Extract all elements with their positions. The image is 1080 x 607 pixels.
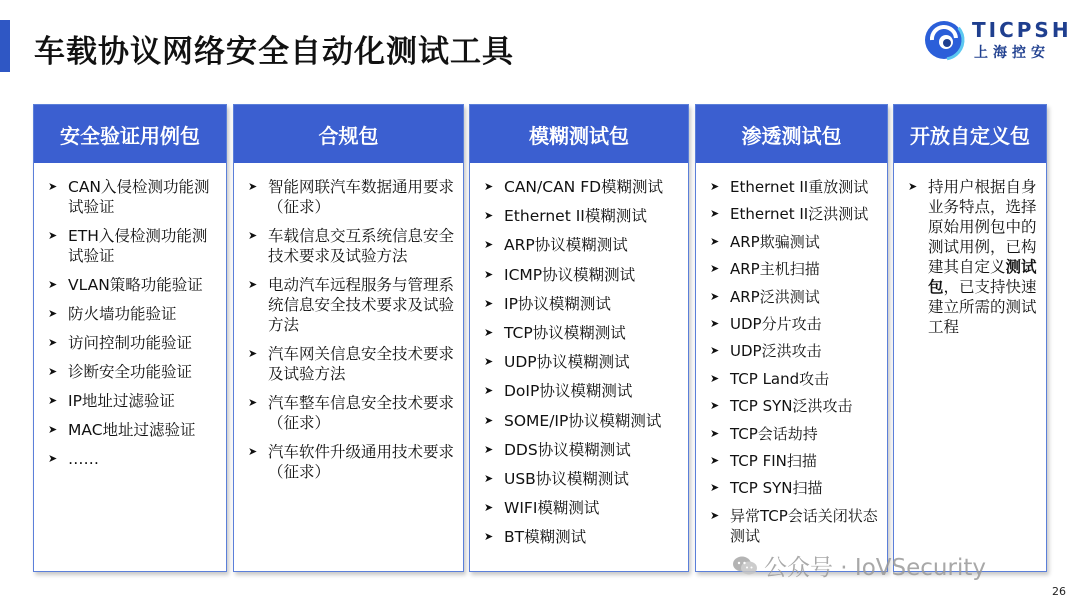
column-header: 合规包	[234, 105, 463, 163]
column-header: 模糊测试包	[470, 105, 688, 163]
custom-text-before: 持用户根据自身业务特点，选择原始用例包中的测试用例，已构建其自定义	[928, 178, 1037, 276]
column-penetration	[695, 104, 888, 572]
item-list	[34, 163, 226, 469]
list-item: ➤ TCP SYN泛洪攻击	[708, 396, 879, 416]
list-item: ➤ UDP分片攻击	[708, 314, 879, 334]
list-item: ➤ CAN/CAN FD模糊测试	[482, 177, 680, 197]
list-item: ➤ TCP会话劫持	[708, 424, 879, 444]
list-item: ➤ SOME/IP协议模糊测试	[482, 411, 680, 431]
wechat-icon	[732, 555, 758, 577]
list-item: ➤ 车载信息交互系统信息安全技术要求及试验方法	[246, 226, 455, 266]
list-item: ➤ VLAN策略功能验证	[46, 275, 218, 295]
list-item: ➤ ……	[46, 449, 218, 469]
list-item: ➤ 智能网联汽车数据通用要求（征求）	[246, 177, 455, 217]
item-list	[470, 163, 688, 547]
list-item: ➤ 汽车网关信息安全技术要求及试验方法	[246, 344, 455, 384]
list-item: ➤ DoIP协议模糊测试	[482, 381, 680, 401]
column-header: 开放自定义包	[894, 105, 1046, 163]
list-item: ➤ ARP泛洪测试	[708, 287, 879, 307]
list-item: ➤ WIFI模糊测试	[482, 498, 680, 518]
list-item: ➤ IP地址过滤验证	[46, 391, 218, 411]
item-list	[696, 163, 887, 546]
company-logo	[922, 16, 1072, 64]
list-item: ➤ BT模糊测试	[482, 527, 680, 547]
custom-text-after: ，已支持快速建立所需的测试工程	[928, 278, 1037, 336]
column-header: 安全验证用例包	[34, 105, 226, 163]
list-item: ➤ DDS协议模糊测试	[482, 440, 680, 460]
column-compliance	[233, 104, 464, 572]
watermark-text: 公众号 · IoVSecurity	[764, 555, 986, 581]
list-item: ➤ 汽车软件升级通用技术要求（征求）	[246, 442, 455, 482]
list-item: ➤ 防火墙功能验证	[46, 304, 218, 324]
title-accent-bar	[0, 20, 10, 72]
list-item: ➤ Ethernet II重放测试	[708, 177, 879, 197]
column-header: 渗透测试包	[696, 105, 887, 163]
list-item: ➤ ARP欺骗测试	[708, 232, 879, 252]
list-item: ➤ ARP主机扫描	[708, 259, 879, 279]
list-item: ➤ IP协议模糊测试	[482, 294, 680, 314]
page-title: 车载协议网络安全自动化测试工具	[34, 34, 514, 70]
list-item: ➤ TCP协议模糊测试	[482, 323, 680, 343]
list-item: ➤ TCP SYN扫描	[708, 478, 879, 498]
item-list	[234, 163, 463, 482]
list-item: ➤ Ethernet II模糊测试	[482, 206, 680, 226]
list-item: ➤ 异常TCP会话关闭状态测试	[708, 506, 879, 546]
wechat-watermark	[732, 549, 986, 582]
list-item: ➤ ETH入侵检测功能测试验证	[46, 226, 218, 266]
column-fuzzing	[469, 104, 689, 572]
page-number: 26	[1052, 585, 1066, 598]
list-item: ➤ UDP泛洪攻击	[708, 341, 879, 361]
custom-text-bold: 测试包	[928, 258, 1037, 296]
logo-swirl-icon	[922, 18, 966, 62]
list-item: ➤ UDP协议模糊测试	[482, 352, 680, 372]
list-item: ➤ 诊断安全功能验证	[46, 362, 218, 382]
item-list	[894, 163, 1046, 337]
list-item: ➤ ICMP协议模糊测试	[482, 265, 680, 285]
list-item	[906, 177, 1038, 337]
list-item: ➤ CAN入侵检测功能测试验证	[46, 177, 218, 217]
list-item: ➤ TCP Land攻击	[708, 369, 879, 389]
list-item: ➤ Ethernet II泛洪测试	[708, 204, 879, 224]
logo-chinese-text: 上海控安	[974, 45, 1050, 61]
list-item: ➤ 汽车整车信息安全技术要求（征求）	[246, 393, 455, 433]
list-item: ➤ TCP FIN扫描	[708, 451, 879, 471]
list-item: ➤ 访问控制功能验证	[46, 333, 218, 353]
column-custom	[893, 104, 1047, 572]
logo-english-text: TICPSH	[972, 18, 1072, 42]
list-item: ➤ ARP协议模糊测试	[482, 235, 680, 255]
list-item: ➤ MAC地址过滤验证	[46, 420, 218, 440]
list-item: ➤ USB协议模糊测试	[482, 469, 680, 489]
list-item: ➤ 电动汽车远程服务与管理系统信息安全技术要求及试验方法	[246, 275, 455, 335]
column-security-verification	[33, 104, 227, 572]
